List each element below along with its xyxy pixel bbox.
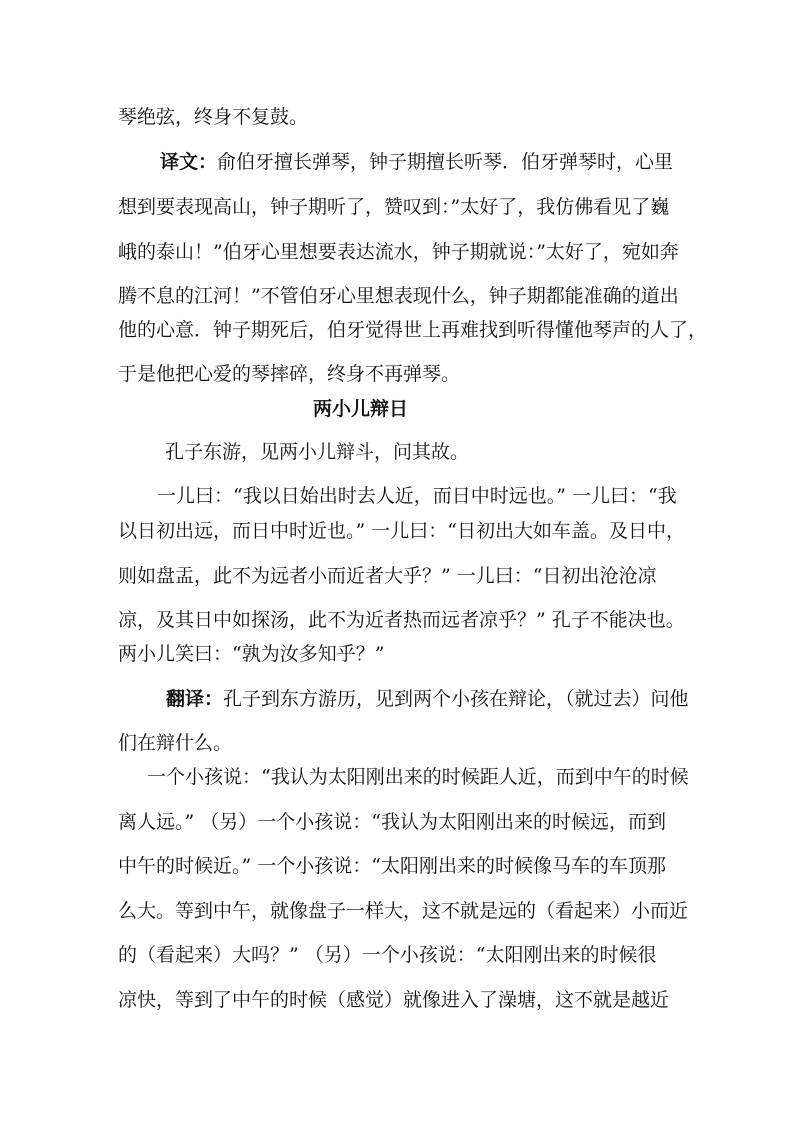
para-6-line-3: 中午的时候近。” 一个小孩说：“太阳刚出来的时候像马车的车顶那 xyxy=(118,855,666,877)
para-2-line-4: 腾不息的江河！”不管伯牙心里想表现什么，钟子期都能准确的道出 xyxy=(118,285,679,307)
para-6-line-2: 离人远。” （另）一个小孩说：“我认为太阳刚出来的时候远，而到 xyxy=(118,811,666,833)
para-1-line-1: 琴绝弦，终身不复鼓。 xyxy=(118,106,309,128)
para-5-line-1-text: 孔子到东方游历，见到两个小孩在辩论，（就过去）问他 xyxy=(223,688,689,710)
para-2-line-3: 峨的泰山！”伯牙心里想要表达流水，钟子期就说：”太好了，宛如奔 xyxy=(118,241,679,263)
para-4-line-3: 则如盘盂，此不为远者小而近者大乎？” 一儿曰：“日初出沧沧凉 xyxy=(118,565,657,587)
para-6-line-4: 么大。等到中午，就像盘子一样大，这不就是远的（看起来）小而近 xyxy=(118,900,689,922)
para-6-line-6: 凉快，等到了中午的时候（感觉）就像进入了澡塘，这不就是越近 xyxy=(118,989,670,1011)
para-6-line-5: 的（看起来）大吗？” （另）一个小孩说：“太阳刚出来的时候很 xyxy=(118,944,657,966)
para-3-line-1: 孔子东游，见两小儿辩斗，问其故。 xyxy=(165,441,470,463)
para-2-line-5: 他的心意．钟子期死后，伯牙觉得世上再难找到听得懂他琴声的人了， xyxy=(118,319,708,341)
para-4-line-5: 两小儿笑曰：“孰为汝多知乎？” xyxy=(118,643,385,665)
para-4-line-1: 一儿曰：“我以日始出时去人近，而日中时远也。” 一儿曰：“我 xyxy=(157,485,677,507)
translation-label-2: 翻译： xyxy=(166,688,224,710)
para-2-line-1 xyxy=(160,151,673,173)
translation-label: 译文： xyxy=(160,151,218,173)
para-2-line-2: 想到要表现高山，钟子期听了，赞叹到：”太好了，我仿佛看见了巍 xyxy=(118,196,670,218)
para-4-line-4: 凉，及其日中如探汤，此不为近者热而远者凉乎？” 孔子不能决也。 xyxy=(118,609,685,631)
para-6-line-1: 一个小孩说：“我认为太阳刚出来的时候距人近，而到中午的时候 xyxy=(147,766,689,788)
para-4-line-2: 以日初出远，而日中时近也。” 一儿曰：“日初出大如车盖。及日中， xyxy=(118,520,685,542)
para-2-line-1-text: 俞伯牙擅长弹琴，钟子期擅长听琴．伯牙弹琴时，心里 xyxy=(217,151,674,173)
section-title: 两小儿辩日 xyxy=(313,398,409,420)
para-2-line-6: 于是他把心爱的琴摔碎，终身不再弹琴。 xyxy=(118,363,461,385)
para-5-line-1 xyxy=(166,688,689,710)
para-5-line-2: 们在辩什么。 xyxy=(118,732,233,754)
